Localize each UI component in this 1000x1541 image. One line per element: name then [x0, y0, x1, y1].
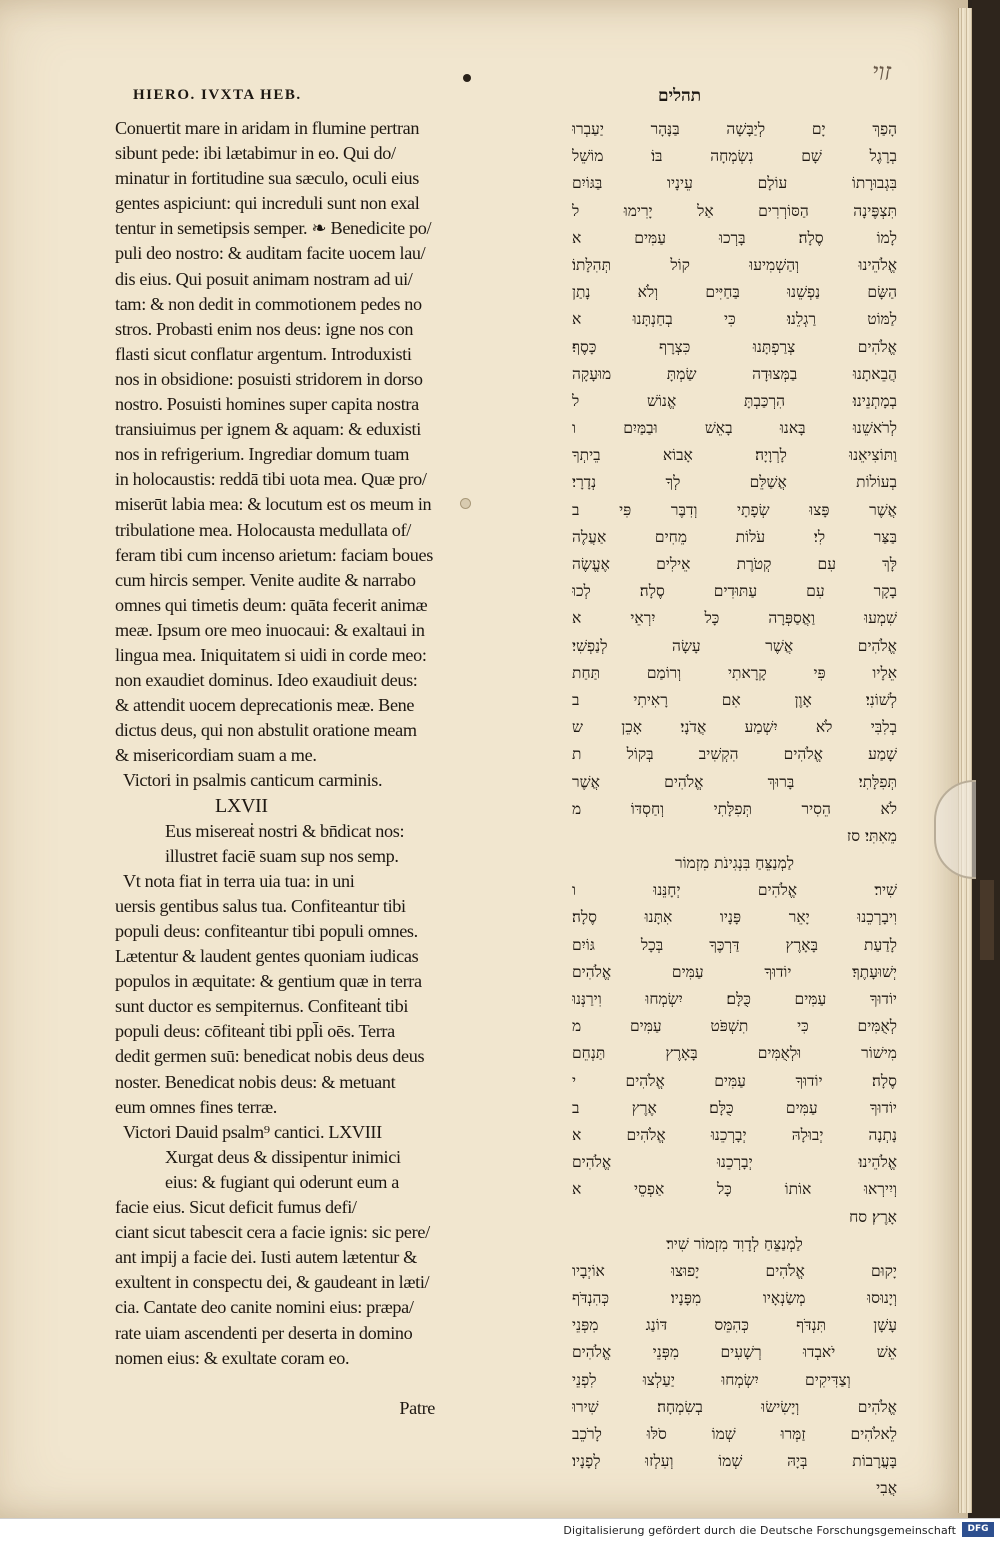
latin-line: tam: & non dedit in commotionem pedes no: [115, 293, 422, 314]
latin-line: LXVII: [215, 794, 268, 817]
page-edges: [958, 8, 973, 1513]
latin-line: nomen eius: & exultate coram eo.: [115, 1347, 350, 1368]
latin-line: dedit germen suū: benedicat nobis deus deus: [115, 1046, 425, 1067]
hebrew-line: לְאֻמִּים כִּי תִשְׁפֹּט עַמִּים מ: [572, 1017, 897, 1036]
book-cover-shadow: [972, 0, 1000, 1518]
hebrew-line: ׃ וְצַדִּיקִים יִשְׂמְחוּ יַעַלְצוּ לִפְנֵי: [572, 1370, 897, 1389]
latin-line: Patre: [399, 1397, 435, 1418]
latin-line: Conuertit mare in aridam in flumine pertran: [115, 118, 420, 138]
hebrew-line: הָפַךְ יָם לְיַבָּשָׁה בַּנָּהָר יַעַבְרוּ: [572, 120, 897, 138]
hebrew-line: לַמְנַצֵּחַ בִּנְגִינֹת מִזְמוֹר: [674, 854, 795, 873]
latin-line: noster. Benedicat nobis deus: & metuant: [115, 1071, 396, 1092]
latin-line: minatur in fortitudine sua sæculo, oculi eius: [115, 168, 419, 189]
hebrew-line: יְשׁוּעָתֶךָ׃ יוֹדוּךָ עַמִּים אֱלֹהִים: [572, 962, 897, 981]
hebrew-line: בְרָגֶל שָׁם נִשְׂמְחָה בּוֹ׃ מוֹשֵׁל: [572, 147, 897, 166]
footer-credit: Digitalisierung gefördert durch die Deutsche Forschungsgemeinschaft: [563, 1524, 956, 1537]
latin-line: cia. Cantate deo canite nomini eius: præpa/: [115, 1297, 414, 1318]
hebrew-line: נָתְנָה יְבוּלָהּ יְבָרְכֵנוּ אֱלֹהִים א: [572, 1125, 897, 1144]
latin-line: nostro. Posuisti homines super capita nostra: [115, 394, 419, 415]
folio-number: זוי: [872, 58, 892, 86]
dfg-logo: DFG: [962, 1522, 994, 1537]
latin-line: Vt nota fiat in terra uia tua: in uni: [123, 870, 355, 891]
hebrew-line: בָּעֲרָבוֹת בְּיָהּ שְׁמוֹ וְעִלְזוּ לְפָנָיו׃: [572, 1452, 897, 1471]
hebrew-line: שִׁמְעוּ וַאֲסַפְּרָה כָּל יִרְאֵי א: [572, 609, 897, 628]
outside-mark: [980, 880, 994, 960]
hebrew-line: לְשׁוֹנִי׃ אָוֶן אִם רָאִיתִי ב: [572, 690, 897, 709]
hebrew-line: הֲבֵאתָנוּ בַמְּצוּדָה שַׂמְתָּ מוּעָקָה: [572, 364, 897, 383]
latin-line: sibunt pede: ibi lætabimur in eo. Qui do/: [115, 143, 396, 164]
hebrew-line: יוֹדוּךָ עַמִּים כֻּלָּם׃ אֶרֶץ ב: [572, 1098, 897, 1117]
hebrew-line: לָמוֹ סֶלָה׃ בָּרְכוּ עַמִּים א: [572, 228, 897, 247]
hebrew-line: בַּצַּר לִי׃ עֹלוֹת מֵחִים אַעֲלֶה: [572, 527, 897, 546]
latin-line: dictus deus, qui non abstulit oratione meam: [115, 720, 417, 741]
hebrew-line: יָקוּם אֱלֹהִים יָפוּצוּ אוֹיְבָיו: [572, 1261, 897, 1280]
latin-line: Lætentur & laudent gentes quoniam iudicas: [115, 946, 419, 967]
latin-line: puli deo nostro: & auditam facite uocem lau/: [115, 243, 426, 264]
latin-column: [115, 116, 455, 1421]
latin-line: meæ. Ipsum ore meo inuocaui: & exaltaui in: [115, 619, 425, 640]
binding-hole-top: [463, 74, 471, 82]
latin-line: transiuimus per ignem & aquam: & eduxisti: [115, 419, 421, 440]
hebrew-line: וַתּוֹצִיאֵנוּ לָרְוָיָה׃ אָבוֹא בֵיתְךָ: [572, 446, 897, 465]
latin-line: eum omnes fines terræ.: [115, 1096, 278, 1117]
hebrew-line: הַשָּׂם נַפְשֵׁנוּ בַּחַיִּים וְלֹא נָתַן: [572, 283, 897, 302]
latin-line: nos in refrigerium. Ingrediar domum tuam: [115, 444, 410, 465]
hebrew-line: בְעוֹלוֹת אֲשַׁלֵּם לְךָ נְדָרָי׃: [572, 473, 897, 492]
hebrew-line: לְרֹאשֵׁנוּ בָּאנוּ בָאֵשׁ וּבַמַּיִם ו: [572, 419, 897, 438]
latin-line: cum hircis semper. Venite audite & narrabo: [115, 569, 416, 590]
hebrew-line: אֱלֹהִים צְרַפְתָּנוּ כִּצְרָף כָּסֶף׃: [572, 337, 897, 356]
hebrew-line: מֵאִתִּי׃ סז: [846, 826, 897, 845]
hebrew-line: וְיָנוּסוּ מְשַׂנְאָיו מִפָּנָיו׃ כְּהִנְדֹּף: [572, 1289, 897, 1308]
hebrew-line: אֵלָיו פִּי קָרָאתִי וְרוֹמַם תַּחַת: [572, 663, 897, 682]
latin-line: populos in æquitate: & gentium quæ in terra: [115, 971, 422, 992]
hebrew-line: אֲבִי: [876, 1479, 897, 1498]
hebrew-line: אֱלֹהִים אֲשֶׁר עָשָׂה לְנַפְשִׁי׃: [572, 636, 897, 655]
latin-line: flasti sicut conflatur argentum. Introduxisti: [115, 343, 412, 364]
latin-line: rate uiam ascendenti per deserta in domino: [115, 1322, 413, 1343]
latin-line: gentes aspiciunt: qui increduli sunt non exal: [115, 193, 420, 214]
latin-line: exultent in conspectu dei, & gaudeant in læti/: [115, 1272, 430, 1293]
latin-line: eius: & fugiant qui oderunt eum a: [165, 1171, 399, 1192]
latin-line: ant impij a facie dei. Iusti autem lætentur &: [115, 1247, 417, 1268]
hebrew-line: אֲשֶׁר פָּצוּ שְׂפָתָי וְדִבֶּר פִּי ב: [572, 500, 897, 519]
hebrew-line: אֱלֹהֵינוּ׃ יְבָרְכֵנוּ אֱלֹהִים: [572, 1153, 897, 1172]
hebrew-line: וְיִירְאוּ אוֹתוֹ כָּל אַפְסֵי א: [572, 1180, 897, 1199]
latin-line: & misericordiam suam a me.: [115, 745, 317, 766]
hebrew-line: לֹא הֵסִיר תְּפִלָּתִי וְחַסְדּוֹ מ: [572, 799, 897, 818]
hebrew-line: תְּפִלָּתִי׃ בָּרוּךְ אֱלֹהִים אֲשֶׁר: [572, 772, 897, 791]
running-head-hebrew: תהלים: [658, 86, 702, 106]
hebrew-column: [572, 116, 897, 1503]
latin-line: illustret faciē suam sup nos semp.: [165, 845, 399, 866]
hebrew-line: אֵשׁ יֹאבְדוּ רְשָׁעִים מִפְּנֵי אֱלֹהִים: [572, 1343, 897, 1362]
hebrew-line: לֵאלֹהִים זַמְּרוּ שְׁמוֹ סֹלּוּ לָרֹכֵב: [572, 1425, 897, 1443]
latin-line: uersis gentibus salus tua. Confiteantur tibi: [115, 895, 406, 916]
latin-line: Victori in psalmis canticum carminis.: [123, 770, 383, 791]
latin-line: feram tibi cum incenso arietum: faciam boues: [115, 544, 433, 565]
hebrew-line: לָדַעַת בָּאָרֶץ דַּרְכֶּךָ בְּכָל גּוֹיִם: [572, 935, 897, 954]
latin-line: & attendit uocem deprecationis meæ. Bene: [115, 695, 415, 716]
latin-line: miserūt labia mea: & locutum est os meum in: [115, 494, 432, 515]
latin-line: Victori Dauid psalm⁹ cantici. LXVIII: [123, 1121, 382, 1142]
hebrew-line: עָשָׁן תִּנְדֹּף כְּהִמֵּס דּוֹנַג מִפְּנֵי: [572, 1316, 897, 1335]
latin-line: lingua mea. Iniquitatem si uidi in corde meo:: [115, 644, 427, 665]
hebrew-line: בָקָר עִם עַתּוּדִים סֶלָה׃ לְכוּ: [572, 582, 897, 601]
hebrew-line: שָׁמַע אֱלֹהִים הִקְשִׁיב בְּקוֹל ת: [572, 745, 897, 764]
hebrew-line: לַמְנַצֵּחַ לְדָוִד מִזְמוֹר שִׁיר׃: [666, 1234, 803, 1253]
latin-line: facie eius. Sicut deficit fumus defi/: [115, 1197, 357, 1218]
hebrew-line: תִּצְפֶּינָה הַסּוֹרְרִים אַל יָרִימוּ ל: [572, 201, 897, 220]
latin-line: sunt ductor es sempiternus. Confiteanṫ tibi: [115, 996, 409, 1017]
latin-line: stros. Probasti enim nos deus: igne nos con: [115, 318, 414, 339]
footer-bar: [0, 1518, 1000, 1541]
hebrew-line: וִיבָרְכֵנוּ יָאֵר פָּנָיו אִתָּנוּ סֶלָה׃: [572, 908, 897, 927]
latin-line: non exaudiet dominus. Ideo exaudiuit deus:: [115, 670, 418, 691]
hebrew-line: אֱלֹהִים וְיָשִׂישׂוּ בְשִׂמְחָה׃ שִׁירוּ: [572, 1397, 897, 1416]
latin-line: ciant sicut tabescit cera a facie ignis: sic pere/: [115, 1222, 430, 1243]
binding-hole-middle: [460, 498, 471, 509]
latin-line: populi deus: cōfiteanṫ tibi ppl̄i oēs. Terra: [115, 1021, 395, 1042]
latin-line: tribulatione mea. Holocausta medullata of/: [115, 519, 411, 540]
hebrew-line: בְמָתְנֵינוּ׃ הִרְכַּבְתָּ אֱנוֹשׁ ל: [572, 391, 897, 410]
latin-line: [115, 1371, 455, 1396]
hebrew-line: מִישׁוֹר וּלְאֻמִּים בָּאָרֶץ תַּנְחֵם: [572, 1044, 897, 1063]
latin-line: nos in obsidione: posuisti stridorem in dorso: [115, 368, 423, 389]
hebrew-line: אָרֶץ׃ סח: [849, 1207, 897, 1226]
hebrew-line: אֱלֹהֵינוּ וְהַשְׁמִיעוּ קוֹל תְּהִלָּתוֹ׃: [572, 255, 897, 274]
latin-line: populi deus: confiteantur tibi populi omnes.: [115, 921, 418, 941]
hebrew-line: יוֹדוּךָ עַמִּים כֻּלָּם׃ יִשְׂמְחוּ וִירַנְּנוּ: [572, 990, 897, 1008]
latin-line: in holocaustis: reddā tibi uota mea. Quæ pro/: [115, 469, 427, 490]
latin-line: tentur in semetipsis semper. ❧ Benedicite po/: [115, 218, 432, 239]
running-head-latin: HIERO. IVXTA HEB.: [133, 87, 302, 103]
hebrew-line: שִׁיר׃ אֱלֹהִים יְחָנֵּנוּ ו: [572, 881, 897, 900]
hebrew-line: לַמּוֹט רַגְלֵנוּ׃ כִּי בְחַנְתָּנוּ א: [572, 310, 897, 329]
hebrew-line: בִּגְבוּרָתוֹ עוֹלָם עֵינָיו בַּגּוֹיִם: [572, 174, 897, 193]
hebrew-line: בְלִבִּי לֹא יִשְׁמַע אֲדֹנָי׃ אָכֵן ש: [572, 718, 897, 737]
hebrew-line: סֶלָה׃ יוֹדוּךָ עַמִּים אֱלֹהִים י: [572, 1071, 897, 1090]
latin-line: omnes qui timetis deum: quāta fecerit animæ: [115, 594, 428, 615]
latin-line: Eus misereaṫ nostri & bn̄dicat nos:: [165, 820, 405, 841]
latin-line: dis eius. Qui posuit animam nostram ad ui/: [115, 268, 413, 289]
hebrew-line: לָּךְ עִם קְטֹרֶת אֵילִים אֶעֱשֶׂה: [572, 555, 897, 573]
latin-line: Xurgat deus & dissipentur inimici: [165, 1146, 401, 1167]
